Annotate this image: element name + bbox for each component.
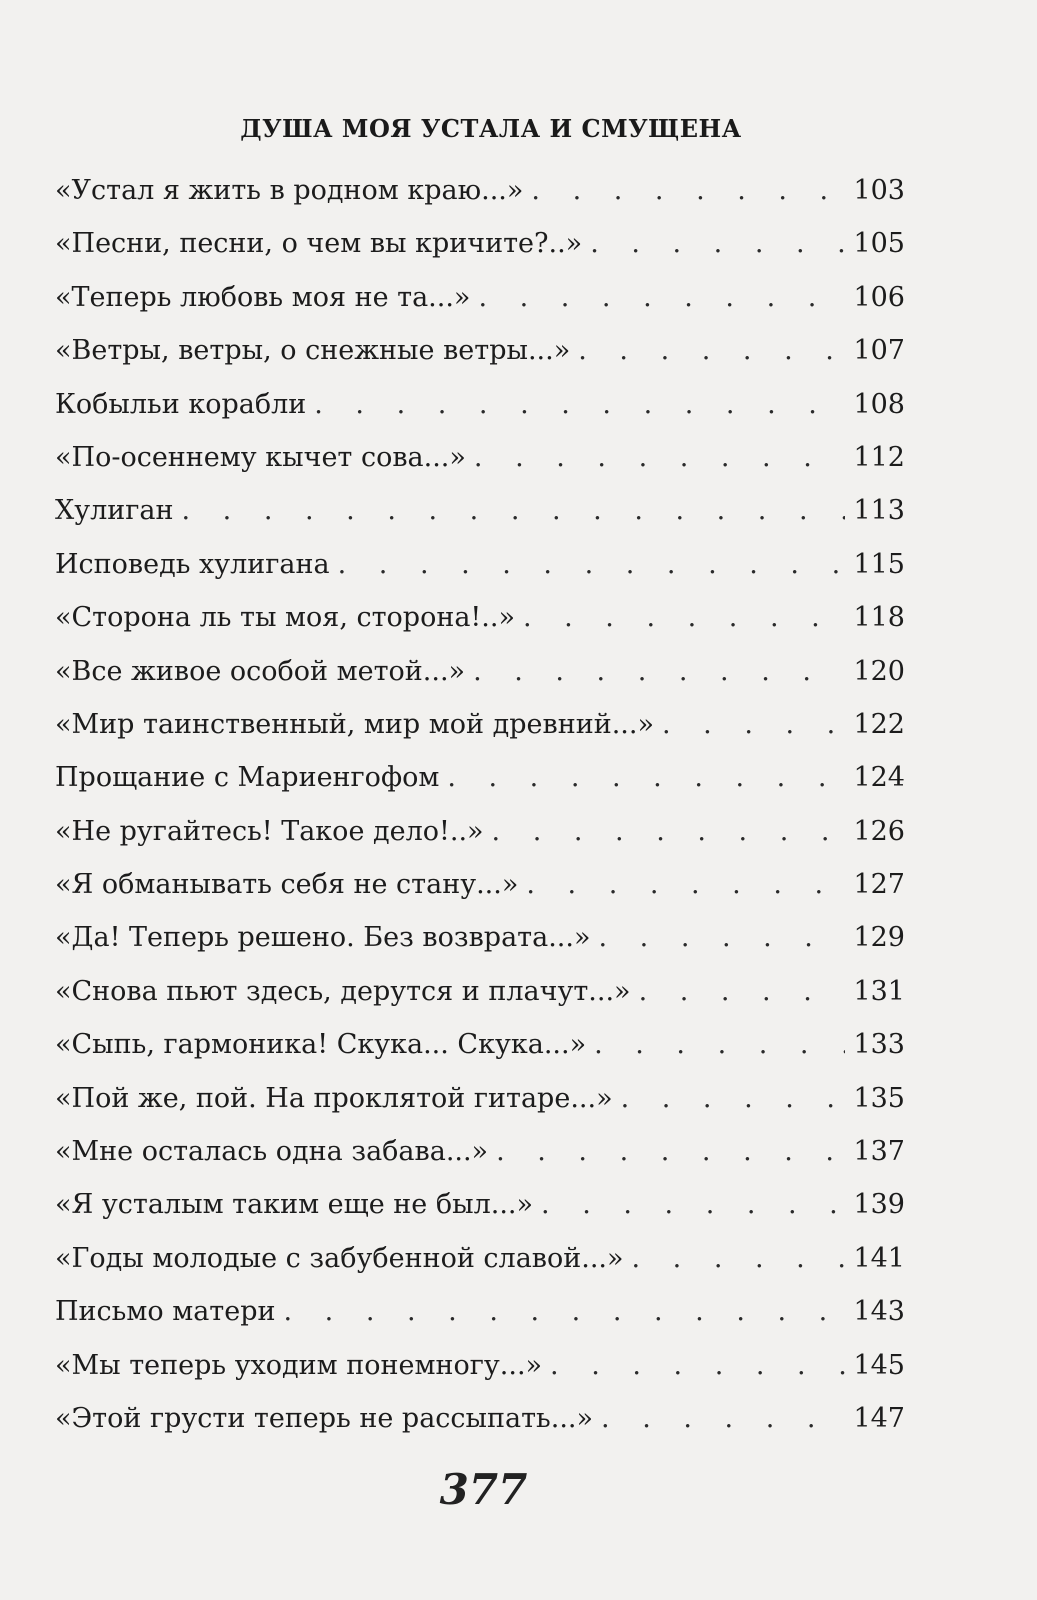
- toc-entry: [55, 858, 905, 911]
- toc-entry-title: «Песни, песни, о чем вы кричите?..»: [55, 228, 583, 260]
- toc-entry: [55, 965, 905, 1018]
- dot-leader: [598, 911, 845, 964]
- dot-leader: [338, 538, 846, 591]
- toc-entry: [55, 698, 905, 751]
- toc-entry: [55, 1392, 905, 1445]
- toc-entry: [55, 484, 905, 537]
- toc-entry-page: 141: [853, 1242, 905, 1274]
- toc-entry-title: «По-осеннему кычет сова...»: [55, 441, 466, 473]
- toc-entry: [55, 1018, 905, 1071]
- dot-leader: [632, 1232, 846, 1285]
- dot-leader: [621, 1072, 846, 1125]
- toc-entry-title: «Мне осталась одна забава...»: [55, 1136, 489, 1168]
- toc-entry-page: 133: [853, 1029, 905, 1061]
- toc-entry-title: «Я усталым таким еще не был...»: [55, 1189, 534, 1221]
- toc-entry-title: «Я обманывать себя не стану...»: [55, 869, 519, 901]
- dot-leader: [496, 1125, 845, 1178]
- dot-leader: [447, 751, 845, 804]
- toc-entry-page: 105: [853, 228, 905, 260]
- toc-entry-page: 143: [853, 1296, 905, 1328]
- toc-entry-page: 103: [853, 175, 905, 206]
- toc-entry-title: «Годы молодые с забубенной славой...»: [55, 1242, 624, 1274]
- dot-leader: [492, 805, 846, 858]
- toc-entry: [55, 1232, 905, 1285]
- section-title: ДУША МОЯ УСТАЛА И СМУЩЕНА: [240, 114, 742, 143]
- toc-entry: [55, 1339, 905, 1392]
- toc-entry-title: «Сыпь, гармоника! Скука... Скука...»: [55, 1029, 587, 1061]
- dot-leader: [578, 324, 845, 377]
- toc-entry: [55, 911, 905, 964]
- toc-entry: [55, 324, 905, 377]
- toc-entry: [55, 1178, 905, 1231]
- toc-entry-title: «Ветры, ветры, о снежные ветры...»: [55, 335, 571, 367]
- dot-leader: [550, 1339, 845, 1392]
- toc-entry-page: 108: [853, 388, 905, 420]
- toc-entry-page: 113: [853, 495, 905, 527]
- dot-leader: [284, 1285, 846, 1338]
- toc-entry-page: 129: [853, 922, 905, 954]
- toc-entry-title: «Сторона ль ты моя, сторона!..»: [55, 602, 515, 634]
- toc-entry-page: 115: [853, 548, 905, 580]
- toc-entry: [55, 591, 905, 644]
- dot-leader: [526, 858, 845, 911]
- dot-leader: [541, 1178, 845, 1231]
- dot-leader: [639, 965, 846, 1018]
- dot-leader: [478, 271, 845, 324]
- dot-leader: [590, 217, 845, 270]
- toc-entry-title: «Все живое особой метой...»: [55, 655, 466, 687]
- dot-leader: [594, 1018, 845, 1071]
- dot-leader: [531, 164, 845, 217]
- dot-leader: [473, 645, 845, 698]
- toc-entry: [55, 538, 905, 591]
- page-number: 377: [439, 1465, 528, 1514]
- toc-entry: [55, 1125, 905, 1178]
- toc-entry-title: «Устал я жить в родном краю...»: [55, 175, 524, 206]
- toc-entry-title: Исповедь хулигана: [55, 548, 330, 580]
- toc-entry-page: 131: [853, 975, 905, 1007]
- dot-leader: [601, 1392, 845, 1445]
- dot-leader: [523, 591, 845, 644]
- toc-entry-title: «Да! Теперь решено. Без возврата...»: [55, 922, 591, 954]
- toc-entry: [55, 378, 905, 431]
- toc-entry: [55, 164, 905, 217]
- toc-entry-title: «Снова пьют здесь, дерутся и плачут...»: [55, 975, 631, 1007]
- toc-entry-title: «Теперь любовь моя не та...»: [55, 281, 471, 313]
- toc-entry-title: Хулиган: [55, 495, 174, 527]
- toc-entry-page: 112: [853, 441, 905, 473]
- toc-entry-title: Прощание с Мариенгофом: [55, 762, 440, 794]
- dot-leader: [662, 698, 845, 751]
- toc-entry: [55, 431, 905, 484]
- toc-entry-title: «Пой же, пой. На проклятой гитаре...»: [55, 1082, 613, 1114]
- toc-entry-page: 135: [853, 1082, 905, 1114]
- dot-leader: [182, 484, 846, 537]
- toc-entry: [55, 805, 905, 858]
- toc-entry-title: «Этой грусти теперь не рассыпать...»: [55, 1402, 594, 1434]
- dot-leader: [474, 431, 846, 484]
- toc-entry-page: 107: [853, 335, 905, 367]
- toc-entry-page: 127: [853, 869, 905, 901]
- toc-entry-page: 106: [853, 281, 905, 313]
- toc-entry-title: Письмо матери: [55, 1296, 276, 1328]
- toc-entry-title: «Не ругайтесь! Такое дело!..»: [55, 815, 484, 847]
- toc-entry: [55, 1072, 905, 1125]
- toc-entry: [55, 271, 905, 324]
- toc-entry: [55, 645, 905, 698]
- dot-leader: [314, 378, 845, 431]
- toc-entry-page: 118: [853, 602, 905, 634]
- toc-entry-page: 126: [853, 815, 905, 847]
- toc-entry-title: «Мы теперь уходим понемногу...»: [55, 1349, 543, 1381]
- toc-entry: [55, 1285, 905, 1338]
- toc-entry-page: 122: [853, 708, 905, 740]
- toc-entry: [55, 217, 905, 270]
- toc-entry: [55, 751, 905, 804]
- toc-entry-page: 137: [853, 1136, 905, 1168]
- toc-entry-page: 147: [853, 1402, 905, 1434]
- toc-entry-title: Кобыльи корабли: [55, 388, 307, 420]
- toc-entry-page: 145: [853, 1349, 905, 1381]
- toc-entry-page: 124: [853, 762, 905, 794]
- table-of-contents: [55, 164, 905, 1445]
- toc-entry-title: «Мир таинственный, мир мой древний...»: [55, 708, 654, 740]
- toc-entry-page: 139: [853, 1189, 905, 1221]
- toc-entry-page: 120: [853, 655, 905, 687]
